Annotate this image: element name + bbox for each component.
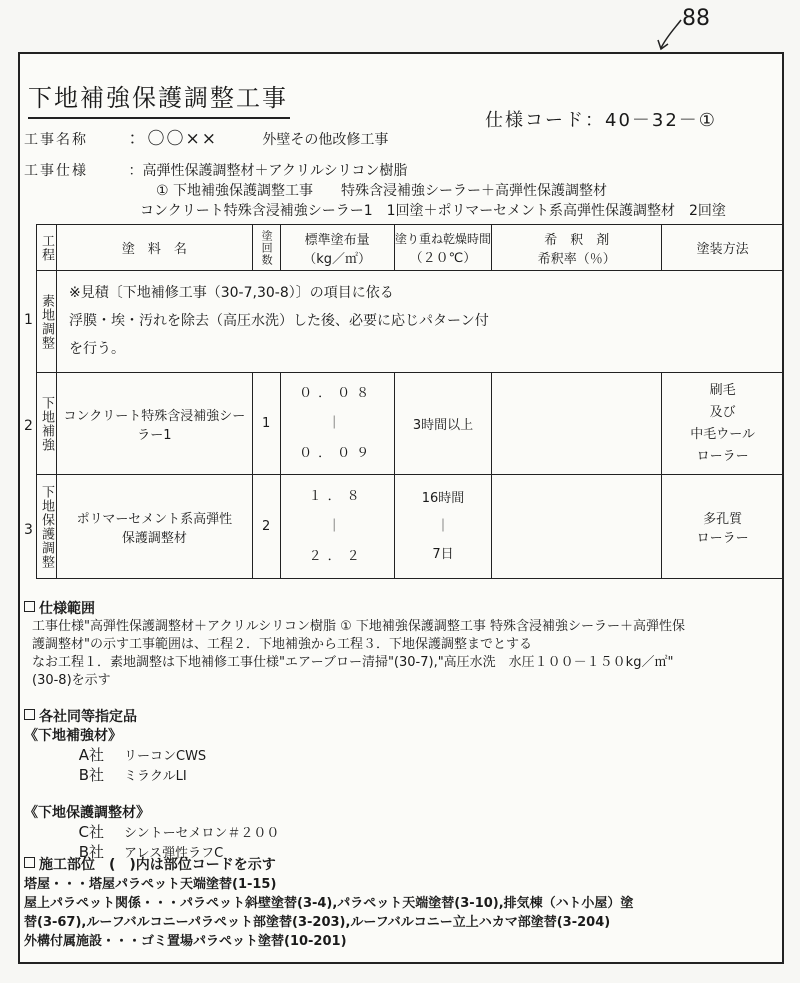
work-name-label: 工事名称 (24, 132, 88, 148)
location-section (24, 856, 633, 951)
row2-interval: 3時間以上 (394, 373, 492, 475)
work-name-value: ：〇〇×× (128, 129, 218, 149)
work-spec-line2: ① 下地補強保護調整工事 特殊含浸補強シーラー＋高弾性保護調整材 (156, 183, 607, 199)
header-method: 塗装方法 (662, 225, 784, 271)
row-number-2: 2 (24, 418, 33, 434)
table-row (37, 271, 784, 373)
table-row (37, 373, 784, 475)
equiv-group1: 《下地補強材》 (24, 728, 122, 744)
maker-label: C社 (78, 823, 104, 841)
equiv-group2: 《下地保護調整材》 (24, 805, 150, 821)
scope-section (24, 600, 685, 690)
spec-table (36, 224, 784, 579)
row2-material: コンクリート特殊含浸補強シーラー1 (57, 373, 253, 475)
row3-coats: 2 (252, 475, 280, 579)
header-process: 工程 (37, 225, 57, 271)
row3-material: ポリマーセメント系高弾性 保護調整材 (57, 475, 253, 579)
scope-heading: 仕様範囲 (39, 601, 95, 617)
row2-thinner (492, 373, 662, 475)
equiv-heading: 各社同等指定品 (39, 709, 137, 725)
row2-method: 刷毛 及び 中毛ウール ローラー (662, 373, 784, 475)
location-line1: 塔屋・・・塔屋パラペット天端塗替(1-15) (24, 877, 277, 892)
pointer-arrow-icon (655, 18, 685, 52)
product-name: リーコンCWS (124, 749, 207, 764)
work-spec-line3: コンクリート特殊含浸補強シーラー1 1回塗＋ポリマーセメント系高弾性保護調整材 2回塗 (140, 203, 726, 219)
equiv-section (24, 708, 279, 863)
page-title: 下地補強保護調整工事 (28, 78, 290, 119)
header-material: 塗 料 名 (57, 225, 253, 271)
table-row (37, 475, 784, 579)
row2-coats: 1 (252, 373, 280, 475)
header-interval: 塗り重ね乾燥時間 （２０℃） (394, 225, 492, 271)
row3-cell-process: 下地保護調整 (37, 475, 57, 579)
checkbox-square-icon (24, 857, 35, 868)
row3-amount: １．８ ｜ ２．２ (280, 475, 394, 579)
spec-code: 仕様コード：40－32－① (485, 110, 717, 131)
location-heading: 施工部位 ( )内は部位コードを示す (39, 857, 276, 873)
row1-cell-process: 素地調整 (37, 271, 57, 373)
work-name-detail: 外壁その他改修工事 (262, 132, 389, 148)
checkbox-square-icon (24, 601, 35, 612)
product-name: シントーセメロン＃２００ (124, 826, 280, 841)
work-spec-label: 工事仕様 (24, 163, 88, 179)
row1-note: ※見積〔下地補修工事（30-7,30-8）〕の項目に依る 浮膜・埃・汚れを除去（高圧水洗）した後、必要に応じパターン付 を行う。 (57, 271, 784, 373)
location-line3: 替(3-67),ルーフバルコニーパラペット部塗替(3-203),ルーフバルコニー立上ハカマ部塗替(3-204) (24, 915, 611, 930)
location-line4: 外構付属施設・・・ゴミ置場パラペット塗替(10-201) (24, 934, 347, 949)
product-name: アレス弾性ラフC (124, 846, 224, 861)
table-header-row (37, 225, 784, 271)
row-number-1: 1 (24, 312, 33, 328)
location-line2: 屋上パラペット関係・・・パラペット斜壁塗替(3-4),パラペット天端塗替(3-10),排気棟（ハト小屋）塗 (24, 896, 634, 911)
maker-label: A社 (78, 746, 104, 764)
work-spec-row (24, 160, 407, 180)
maker-label: B社 (78, 843, 104, 861)
scope-line1: 工事仕様"高弾性保護調整材＋アクリルシリコン樹脂 ① 下地補強保護調整工事 特殊含浸補強シーラー＋高弾性保 (32, 619, 686, 634)
scope-line2: 護調整材"の示す工事範囲は、工程２．下地補強から工程３．下地保護調整までとする (32, 637, 532, 652)
row2-amount: ０．０８ ｜ ０．０９ (280, 373, 394, 475)
row-number-3: 3 (24, 522, 33, 538)
product-name: ミラクルLI (124, 769, 187, 784)
header-coats: 塗回数 (252, 225, 280, 271)
checkbox-square-icon (24, 709, 35, 720)
row2-cell-process: 下地補強 (37, 373, 57, 475)
row3-method: 多孔質 ローラー (662, 475, 784, 579)
maker-label: B社 (78, 766, 104, 784)
scope-line3: なお工程１．素地調整は下地補修工事仕様"エアーブロー清掃"(30-7),"高圧水洗 水圧１００－１５０kg／㎡" (32, 655, 674, 670)
scope-line4: (30-8)を示す (32, 673, 111, 688)
header-amount: 標準塗布量 （kg／㎡） (280, 225, 394, 271)
row3-interval: 16時間 ｜ 7日 (394, 475, 492, 579)
row3-thinner (492, 475, 662, 579)
work-spec-line1: ：高弾性保護調整材＋アクリルシリコン樹脂 (128, 163, 408, 179)
work-name-row (24, 124, 388, 149)
reference-number: 88 (682, 6, 710, 31)
header-thinner: 希 釈 剤 希釈率（％） (492, 225, 662, 271)
